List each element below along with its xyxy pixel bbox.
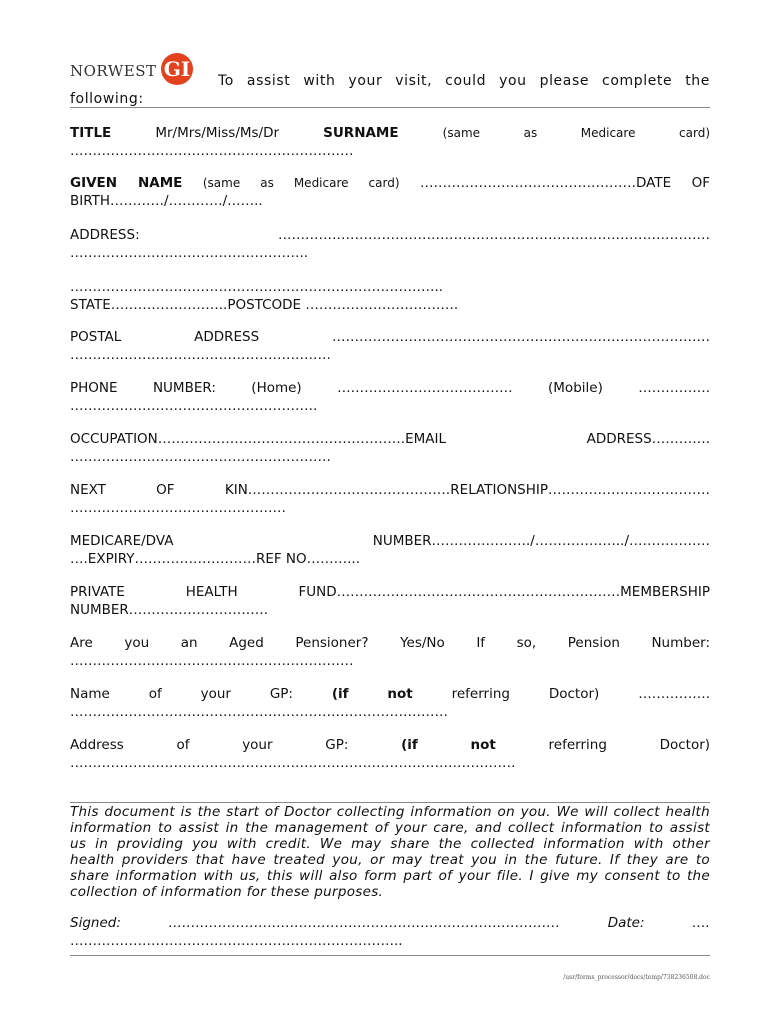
- gp-name-field[interactable]: Name of your GP: (if not referring Doctor) ……………. …………………………………………………………………………: [70, 686, 710, 720]
- medicare-field[interactable]: MEDICARE/DVA NUMBER…………………./………………../……………… ….EXPIRY………………………REF NO………...: [70, 533, 710, 567]
- title-field[interactable]: TITLE Mr/Mrs/Miss/Ms/Dr SURNAME (same as Medicare card) ………………………………………………………: [70, 125, 711, 159]
- date-of-birth-field: BIRTH…………/…………/……..: [70, 193, 263, 209]
- document-path: /usr/forms_processor/docs/temp/738236508.doc: [563, 974, 710, 981]
- address-field[interactable]: ADDRESS: …………………………………………………………………………………… ……………………………………………..: [70, 227, 710, 261]
- footer-divider: [70, 955, 710, 956]
- notice-divider: [70, 802, 710, 803]
- intro-text: To assist with your visit, could you please complete the following:: [70, 73, 710, 107]
- privacy-notice: This document is the start of Doctor collecting information on you. We will collect health information to assist in the management of your care, and collect information to assist us in providing you with credit. We may share the collected information with other health providers that have treated you, or may treat you in the future. If they are to share information with us, this will also form part of your file. I give my consent to the collection of information for these purposes.: [70, 804, 710, 900]
- phone-number-field[interactable]: PHONE NUMBER: (Home) ………………………………… (Mobile) ……………. ……………………………………………….: [70, 380, 711, 414]
- pension-field[interactable]: Are you an Aged Pensioner? Yes/No If so, Pension Number: ………………………………………………………: [70, 635, 710, 669]
- signature-field[interactable]: Signed: …………………………………………………………………………… Date: …. ………………………………………………………………..: [70, 915, 711, 949]
- logo-wordmark: NORWEST: [70, 62, 157, 80]
- gp-address-field[interactable]: Address of your GP: (if not referring Doctor) ………………………………………………………………………………………: [70, 737, 711, 771]
- private-health-fund-field[interactable]: PRIVATE HEALTH FUND………………………………………………………MEMBERSHIP NUMBER………………………….: [70, 584, 710, 618]
- header-divider: [70, 107, 710, 108]
- state-postcode-field[interactable]: ……………………………………………………………………….. STATE……………………..POSTCODE …………………………….: [70, 279, 459, 313]
- logo-mark-text: GI: [163, 57, 191, 81]
- occupation-email-field[interactable]: OCCUPATION……………………………………………….EMAIL ADDRESS…………. ………………………………………………….: [70, 431, 710, 465]
- next-of-kin-field[interactable]: NEXT OF KIN………………………………………RELATIONSHIP……………………………… …………………………………………: [70, 482, 711, 516]
- postal-address-field[interactable]: POSTAL ADDRESS ………………………………………………………………………… ………………………………………………….: [70, 329, 710, 363]
- given-name-field[interactable]: GIVEN NAME (same as Medicare card) …………………………………………DATE OF BIRTH…………/…………/……..: [70, 175, 710, 209]
